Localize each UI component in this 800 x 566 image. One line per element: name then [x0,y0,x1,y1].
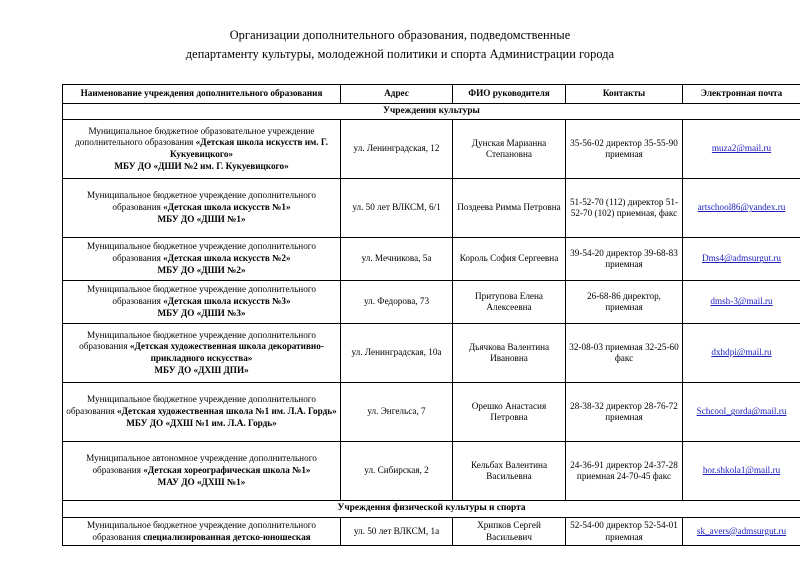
cell-address: ул. Энгельса, 7 [341,383,453,442]
table-row [63,179,800,238]
institution-short-name: МБУ ДО «ДХШ №1 им. Л.А. Гордь» [126,418,277,429]
cell-fio: Дьячкова Валентина Ивановна [453,324,566,383]
section-header-label: Учреждения физической культуры и спорта [63,501,800,518]
cell-email [683,442,800,501]
institution-short-name: МБУ ДО «ДШИ №2 им. Г. Кукуевицкого» [114,160,289,171]
institution-name-bold: «Детская школа искусств №3» [163,296,291,307]
institution-short-name: МБУ ДО «ДШИ №2» [157,265,246,276]
cell-email [683,324,800,383]
table-header-row [63,85,800,104]
cell-address: ул. 50 лет ВЛКСМ, 6/1 [341,179,453,238]
email-link[interactable]: Dms4@admsurgut.ru [702,253,781,264]
email-link[interactable]: dxhdpi@mail.ru [711,347,772,358]
page-title [50,0,750,64]
cell-contacts: 26-68-86 директор, приемная [566,281,683,324]
organizations-table [62,84,800,546]
cell-address: ул. 50 лет ВЛКСМ, 1а [341,517,453,546]
cell-address: ул. Федорова, 73 [341,281,453,324]
email-link[interactable]: sk_avers@admsurgut.ru [696,525,787,536]
email-link[interactable]: artschool86@yandex.ru [697,202,786,213]
cell-institution-name [63,238,341,281]
cell-contacts: 35-56-02 директор 35-55-90 приемная [566,120,683,179]
page-title-line-1: Организации дополнительного образования, подведомственные [229,28,571,42]
section-header-culture [63,103,800,120]
institution-name-plain: Муниципальное автономное учреждение дополнительного образования [86,453,317,476]
cell-address: ул. Сибирская, 2 [341,442,453,501]
institution-name-bold: «Детская школа искусств им. Г. Кукуевицкого» [169,137,328,160]
table-row [63,120,800,179]
email-link[interactable]: Schcool_gorda@mail.ru [696,406,787,417]
cell-fio: Поздеева Римма Петровна [453,179,566,238]
institution-name-bold: «Детская школа искусств №1» [163,202,291,213]
email-link[interactable]: muza2@mail.ru [711,143,772,154]
organizations-table-container [62,84,800,546]
column-header-email: Электронная почта [683,85,800,104]
column-header-contacts: Контакты [566,85,683,104]
page-title-line-2: департаменту культуры, молодежной политики и спорта Администрации города [185,47,615,61]
cell-contacts: 28-38-32 директор 28-76-72 приемная [566,383,683,442]
institution-name-plain: Муниципальное бюджетное учреждение дополнительного образования [87,190,316,213]
institution-name-plain: Муниципальное бюджетное учреждение дополнительного образования [87,241,316,264]
cell-email [683,383,800,442]
cell-institution-name [63,324,341,383]
institution-short-name: МБУ ДО «ДШИ №3» [157,308,246,319]
cell-address: ул. Ленинградская, 10а [341,324,453,383]
cell-institution-name [63,120,341,179]
table-row [63,238,800,281]
institution-short-name: МАУ ДО «ДХШ №1» [157,477,246,488]
institution-name-bold: «Детская хореографическая школа №1» [143,465,311,476]
section-header-sports [63,501,800,518]
cell-institution-name [63,281,341,324]
column-header-name: Наименование учреждения дополнительного образования [63,85,341,104]
table-row [63,281,800,324]
institution-name-plain: Муниципальное бюджетное учреждение дополнительного образования [79,329,316,352]
institution-short-name: МБУ ДО «ДШИ №1» [157,214,246,225]
table-row [63,517,800,546]
table-row [63,383,800,442]
institution-name-bold: специализированная детско-юношеская [143,531,311,542]
institution-name-bold: «Детская художественная школа №1 им. Л.А. Гордь» [117,406,337,417]
cell-contacts: 52-54-00 директор 52-54-01 приемная [566,517,683,546]
column-header-fio: ФИО руководителя [453,85,566,104]
institution-name-bold: «Детская школа искусств №2» [163,253,291,264]
cell-email [683,238,800,281]
institution-name-plain: Муниципальное бюджетное учреждение дополнительного образования [87,284,316,307]
table-row [63,442,800,501]
cell-contacts: 39-54-20 директор 39-68-83 приемная [566,238,683,281]
cell-fio: Притупова Елена Алексеевна [453,281,566,324]
cell-contacts: 24-36-91 директор 24-37-28 приемная 24-70-45 факс [566,442,683,501]
cell-fio: Король София Сергеевна [453,238,566,281]
section-header-label: Учреждения культуры [63,103,800,120]
cell-contacts: 32-08-03 приемная 32-25-60 факс [566,324,683,383]
cell-email [683,179,800,238]
cell-institution-name [63,383,341,442]
cell-fio: Кельбах Валентина Васильевна [453,442,566,501]
email-link[interactable]: dmsh-3@mail.ru [710,296,773,307]
cell-email [683,281,800,324]
column-header-address: Адрес [341,85,453,104]
cell-email [683,120,800,179]
email-link[interactable]: hor.shkola1@mail.ru [702,465,781,476]
cell-fio: Орешко Анастасия Петровна [453,383,566,442]
cell-address: ул. Ленинградская, 12 [341,120,453,179]
institution-name-plain: Муниципальное бюджетное учреждение дополнительного образования [66,394,316,417]
institution-name-plain: Муниципальное бюджетное образовательное учреждение дополнительного образования [75,125,315,148]
institution-short-name: МБУ ДО «ДХШ ДПИ» [154,364,249,375]
institution-name-plain: Муниципальное бюджетное учреждение дополнительного образования [87,519,316,542]
cell-fio: Хрипков Сергей Васильевич [453,517,566,546]
cell-address: ул. Мечникова, 5а [341,238,453,281]
cell-fio: Дунская Марианна Степановна [453,120,566,179]
cell-email [683,517,800,546]
cell-institution-name [63,179,341,238]
cell-institution-name [63,517,341,546]
cell-contacts: 51-52-70 (112) директор 51-52-70 (102) приемная, факс [566,179,683,238]
table-row [63,324,800,383]
cell-institution-name [63,442,341,501]
institution-name-bold: «Детская художественная школа декоративно-прикладного искусства» [129,341,324,364]
